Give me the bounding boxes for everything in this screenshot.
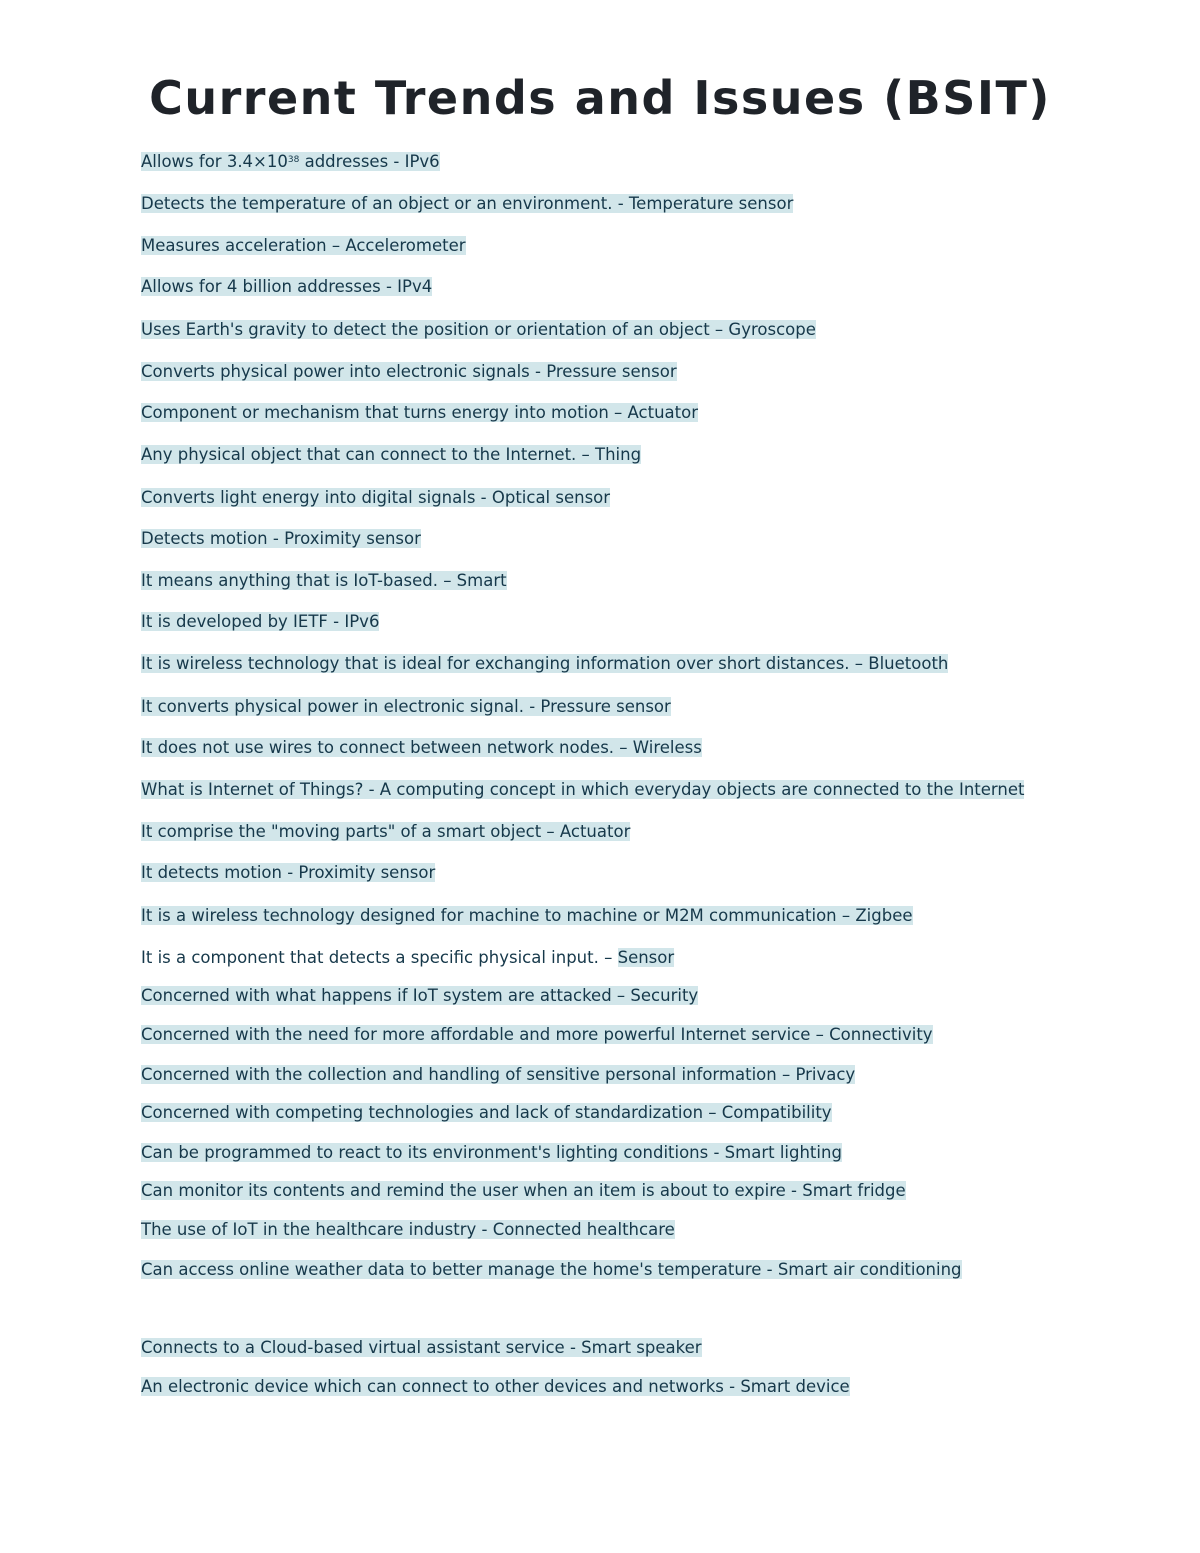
highlighted-text: Allows for 4 billion addresses - IPv4	[141, 277, 433, 296]
highlighted-text: It means anything that is IoT-based. – Smart	[141, 571, 507, 590]
qa-line	[141, 1064, 855, 1086]
highlighted-text: Uses Earth's gravity to detect the position or orientation of an object – Gyroscope	[141, 320, 816, 339]
highlighted-text: Can access online weather data to better manage the home's temperature - Smart air conditioning	[141, 1260, 962, 1279]
qa-line	[141, 1259, 962, 1281]
highlighted-text: Converts physical power into electronic signals - Pressure sensor	[141, 362, 677, 381]
document-title: Current Trends and Issues (BSIT)	[149, 71, 1051, 125]
highlighted-text: It is wireless technology that is ideal for exchanging information over short distances. – Bluetooth	[141, 654, 949, 673]
highlighted-text: An electronic device which can connect to other devices and networks - Smart device	[141, 1377, 850, 1396]
highlighted-text: Component or mechanism that turns energy into motion – Actuator	[141, 403, 699, 422]
highlighted-text: Any physical object that can connect to the Internet. – Thing	[141, 445, 642, 464]
qa-line	[141, 528, 421, 550]
highlighted-text: It detects motion - Proximity sensor	[141, 863, 436, 882]
qa-line	[141, 193, 793, 215]
qa-line	[141, 1024, 933, 1046]
qa-line	[141, 653, 948, 675]
qa-line	[141, 444, 641, 466]
qa-line	[141, 821, 630, 843]
qa-line	[141, 1337, 702, 1359]
highlighted-text: Detects motion - Proximity sensor	[141, 529, 421, 548]
qa-line	[141, 862, 435, 884]
qa-line	[141, 1376, 850, 1398]
qa-line	[141, 1180, 906, 1202]
qa-line	[141, 779, 1024, 801]
highlighted-text: Measures acceleration – Accelerometer	[141, 236, 466, 255]
qa-line	[141, 487, 610, 509]
qa-line	[141, 947, 674, 969]
qa-line	[141, 1142, 842, 1164]
highlighted-text: It does not use wires to connect between network nodes. – Wireless	[141, 738, 702, 757]
highlighted-text	[141, 152, 440, 171]
qa-line	[141, 1102, 832, 1124]
highlighted-text: Concerned with the need for more affordable and more powerful Internet service – Connectivity	[141, 1025, 933, 1044]
qa-line	[141, 276, 432, 298]
highlighted-text: What is Internet of Things? - A computing concept in which everyday objects are connected to the Internet	[141, 780, 1025, 799]
qa-line	[141, 151, 440, 173]
superscript-exponent: 38	[287, 155, 300, 165]
line-text: It is a component that detects a specific physical input. –	[141, 948, 618, 967]
qa-line	[141, 361, 677, 383]
highlighted-text: Sensor	[617, 948, 675, 967]
qa-line	[141, 402, 698, 424]
highlighted-text: Concerned with competing technologies and lack of standardization – Compatibility	[141, 1103, 832, 1122]
highlighted-text: It comprise the "moving parts" of a smart object – Actuator	[141, 822, 631, 841]
qa-line	[141, 319, 816, 341]
qa-line	[141, 570, 507, 592]
qa-line	[141, 235, 466, 257]
highlighted-text: It is a wireless technology designed for machine to machine or M2M communication – Zigbee	[141, 906, 913, 925]
highlighted-text: Concerned with what happens if IoT system are attacked – Security	[141, 986, 699, 1005]
line-text: Allows for 3.4×10	[141, 152, 288, 171]
qa-line	[141, 696, 671, 718]
highlighted-text: The use of IoT in the healthcare industry - Connected healthcare	[141, 1220, 675, 1239]
qa-line	[141, 611, 379, 633]
qa-line	[141, 985, 698, 1007]
qa-line	[141, 737, 702, 759]
highlighted-text: Detects the temperature of an object or an environment. - Temperature sensor	[141, 194, 794, 213]
qa-line	[141, 1219, 675, 1241]
qa-line	[141, 905, 913, 927]
highlighted-text: Can monitor its contents and remind the user when an item is about to expire - Smart fridge	[141, 1181, 906, 1200]
highlighted-text: Connects to a Cloud-based virtual assistant service - Smart speaker	[141, 1338, 702, 1357]
highlighted-text: It converts physical power in electronic signal. - Pressure sensor	[141, 697, 671, 716]
highlighted-text: Concerned with the collection and handling of sensitive personal information – Privacy	[141, 1065, 856, 1084]
highlighted-text: Can be programmed to react to its environment's lighting conditions - Smart lighting	[141, 1143, 842, 1162]
highlighted-text: Converts light energy into digital signals - Optical sensor	[141, 488, 611, 507]
highlighted-text: It is developed by IETF - IPv6	[141, 612, 380, 631]
line-text: addresses - IPv6	[299, 152, 440, 171]
